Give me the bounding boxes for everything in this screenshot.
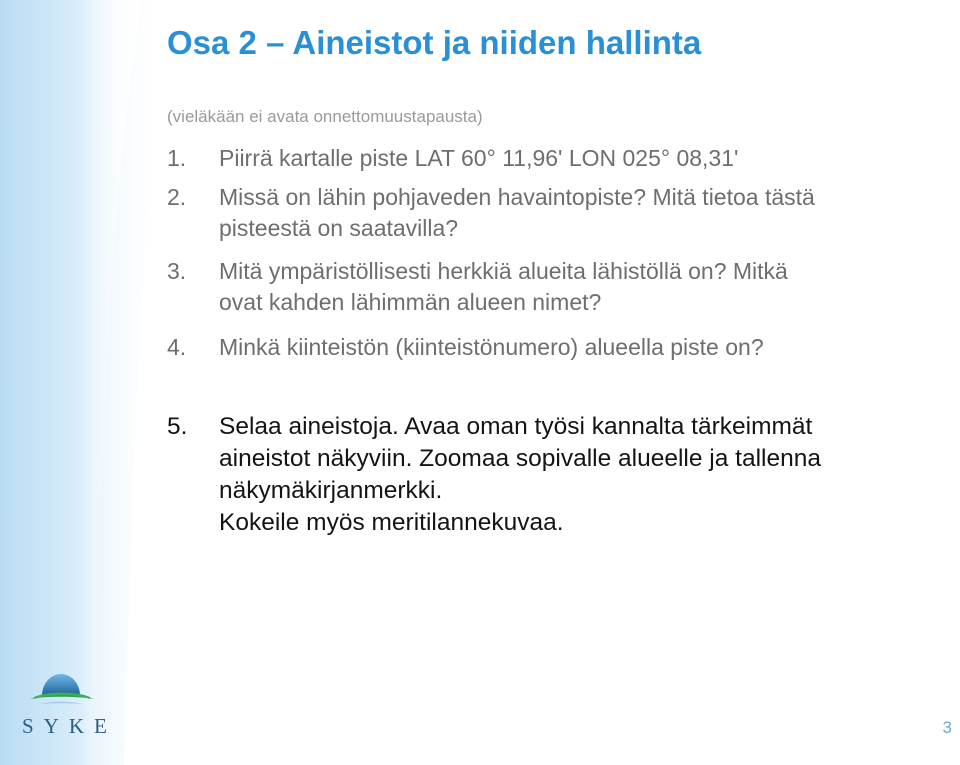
item-number: 2. (167, 184, 187, 210)
list-item-4 (167, 332, 947, 363)
item-text: Missä on lähin pohjaveden havaintopiste? Mitä tietoa tästä (219, 184, 815, 210)
page-number: 3 (942, 718, 952, 737)
item-number: 1. (167, 145, 187, 171)
slide-note: (vieläkään ei avata onnettomuustapausta) (167, 107, 483, 126)
item-number: 3. (167, 258, 187, 284)
syke-logo (14, 666, 117, 746)
list-item-5 (167, 411, 947, 539)
item-number: 5. (167, 413, 188, 440)
item-text: aineistot näkyviin. Zoomaa sopivalle alueelle ja tallenna (219, 445, 821, 472)
slide-title: Osa 2 – Aineistot ja niiden hallinta (167, 24, 702, 61)
item-number: 4. (167, 334, 187, 360)
item-text: pisteestä on saatavilla? (219, 215, 459, 241)
list-item-3 (167, 256, 947, 318)
item-text: Kokeile myös meritilannekuvaa. (219, 509, 564, 536)
list-item-1 (167, 143, 947, 174)
item-text: Minkä kiinteistön (kiinteistönumero) alueella piste on? (219, 334, 764, 360)
list-item-2 (167, 182, 947, 244)
item-text: Piirrä kartalle piste LAT 60° 11,96' LON 025° 08,31' (219, 145, 739, 171)
syke-emblem-icon (14, 666, 109, 714)
item-text: ovat kahden lähimmän alueen nimet? (219, 289, 602, 315)
item-text: Mitä ympäristöllisesti herkkiä alueita lähistöllä on? Mitkä (219, 258, 788, 284)
item-text: Selaa aineistoja. Avaa oman työsi kannalta tärkeimmät (219, 413, 813, 440)
logo-text: SYKE (22, 714, 117, 738)
item-text: näkymäkirjanmerkki. (219, 477, 443, 504)
